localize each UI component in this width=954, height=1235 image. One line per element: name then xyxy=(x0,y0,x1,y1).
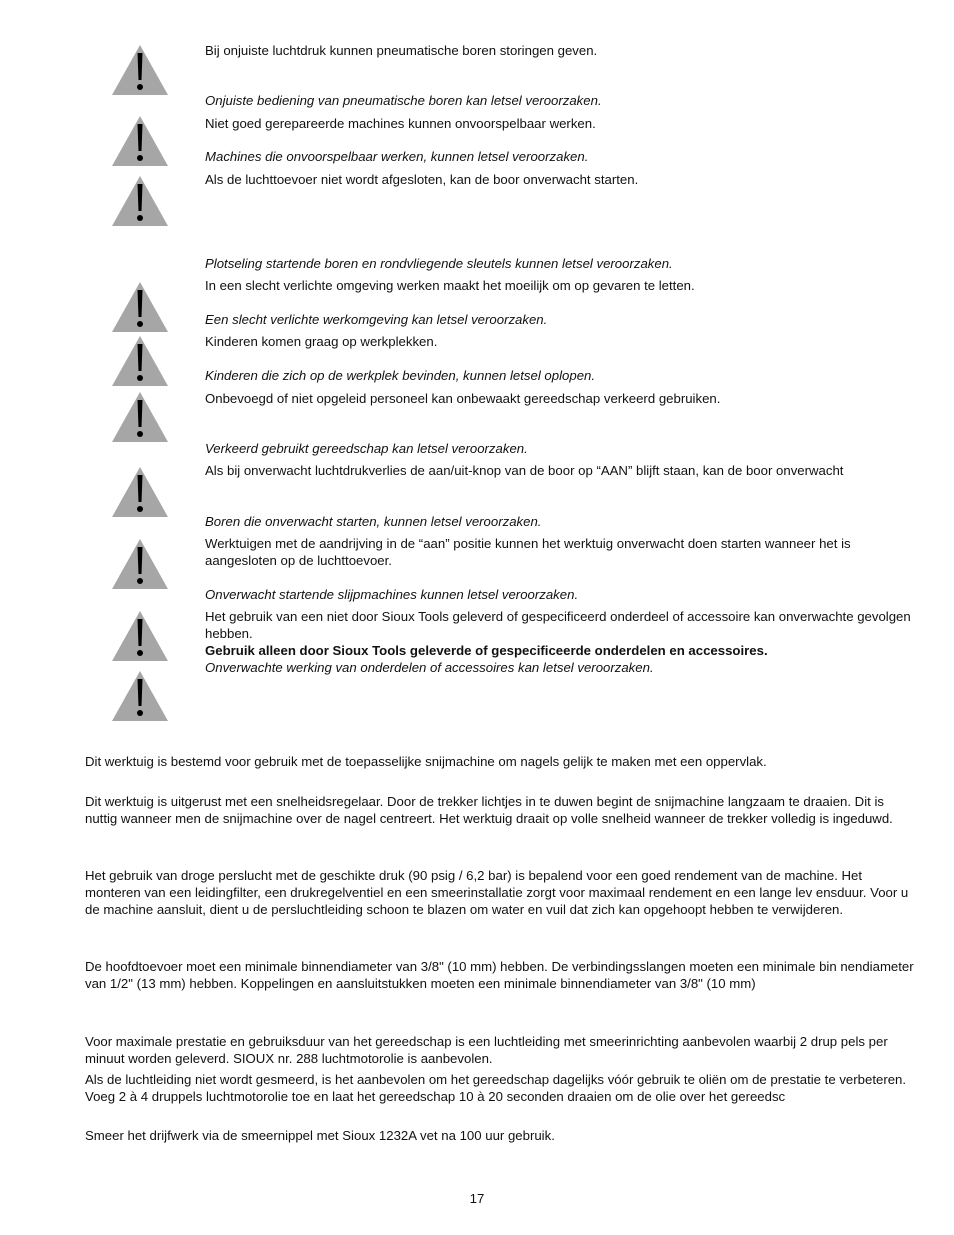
warning-consequence-text: Onverwacht startende slijpmachines kunnen letsel veroorzaken. xyxy=(205,587,579,602)
warning-consequence-text: Onverwachte werking van onderdelen of accessoires kan letsel veroorzaken. xyxy=(205,660,654,675)
warning-consequence-text: Plotseling startende boren en rondvliegende sleutels kunnen letsel veroorzaken. xyxy=(205,256,673,271)
warning-hazard-text: Onbevoegd of niet opgeleid personeel kan onbewaakt gereedschap verkeerd gebruiken. xyxy=(205,391,721,406)
warning-instruction-text: Gebruik alleen door Sioux Tools geleverde of gespecificeerde onderdelen en accessoires. xyxy=(205,643,768,658)
manual-oiling-paragraph: Als de luchtleiding niet wordt gesmeerd, is het aanbevolen om het gereedschap dagelijks vóór gebruik te oliën om de prestatie te verbeteren. Voeg 2 à 4 druppels luchtmotorolie toe en laat het gereedschap 10 à 20 seconden draaien om de olie over het gereedsc xyxy=(85,1072,907,1104)
warning-hazard-text: Het gebruik van een niet door Sioux Tools geleverd of gespecificeerd onderdeel of accessoire kan onverwachte gevolgen hebben. xyxy=(205,609,911,641)
speed-regulator-paragraph: Dit werktuig is uitgerust met een snelheidsregelaar. Door de trekker lichtjes in te duwen begint de snijmachine langzaam te draaien. Dit is nuttig wanneer men de snijmachine over de nagel centreert. Het werktuig draait op volle snelheid wanneer de trekker volledig is ingeduwd. xyxy=(85,794,893,826)
warning-triangle-icon xyxy=(111,466,169,518)
warning-hazard-text: In een slecht verlichte omgeving werken maakt het moeilijk om op gevaren te letten. xyxy=(205,278,695,293)
warning-hazard-text: Bij onjuiste luchtdruk kunnen pneumatische boren storingen geven. xyxy=(205,43,598,58)
warning-hazard-text: Niet goed gerepareerde machines kunnen onvoorspelbaar werken. xyxy=(205,116,596,131)
warning-hazard-text: Kinderen komen graag op werkplekken. xyxy=(205,334,438,349)
warning-consequence-text: Boren die onverwacht starten, kunnen letsel veroorzaken. xyxy=(205,514,542,529)
lubrication-paragraph: Voor maximale prestatie en gebruiksduur van het gereedschap is een luchtleiding met smeerinrichting aanbevolen waarbij 2 drup pels per minuut worden geleverd. SIOUX nr. 288 luchtmotorolie is aanbevolen. xyxy=(85,1034,888,1066)
intended-use-paragraph: Dit werktuig is bestemd voor gebruik met de toepasselijke snijmachine om nagels gelijk te maken met een oppervlak. xyxy=(85,754,767,769)
warning-consequence-text: Verkeerd gebruikt gereedschap kan letsel veroorzaken. xyxy=(205,441,528,456)
warning-triangle-icon xyxy=(111,391,169,443)
warning-triangle-icon xyxy=(111,115,169,167)
warning-triangle-icon xyxy=(111,44,169,96)
warning-hazard-text: Als bij onverwacht luchtdrukverlies de aan/uit-knop van de boor op “AAN” blijft staan, kan de boor onverwacht xyxy=(205,463,844,478)
hose-diameter-paragraph: De hoofdtoevoer moet een minimale binnendiameter van 3/8" (10 mm) hebben. De verbindingsslangen moeten een minimale bin nendiameter van 1/2" (13 mm) hebben. Koppelingen en aansluitstukken moeten een minimale binnendiameter van 3/8" (10 mm) xyxy=(85,959,914,991)
warning-hazard-text: Als de luchttoevoer niet wordt afgesloten, kan de boor onverwacht starten. xyxy=(205,172,639,187)
warning-triangle-icon xyxy=(111,335,169,387)
warning-triangle-icon xyxy=(111,281,169,333)
warning-triangle-icon xyxy=(111,538,169,590)
warning-hazard-text: Werktuigen met de aandrijving in de “aan” positie kunnen het werktuig onverwacht doen starten wanneer het is aangesloten op de luchttoevoer. xyxy=(205,536,851,568)
page-number: 17 xyxy=(469,1191,485,1206)
warning-triangle-icon xyxy=(111,175,169,227)
warning-consequence-text: Machines die onvoorspelbaar werken, kunnen letsel veroorzaken. xyxy=(205,149,589,164)
warning-triangle-icon xyxy=(111,670,169,722)
warning-consequence-text: Een slecht verlichte werkomgeving kan letsel veroorzaken. xyxy=(205,312,548,327)
gear-grease-paragraph: Smeer het drijfwerk via de smeernippel met Sioux 1232A vet na 100 uur gebruik. xyxy=(85,1128,555,1143)
warning-triangle-icon xyxy=(111,610,169,662)
warning-consequence-text: Kinderen die zich op de werkplek bevinden, kunnen letsel oplopen. xyxy=(205,368,596,383)
air-supply-paragraph: Het gebruik van droge perslucht met de geschikte druk (90 psig / 6,2 bar) is bepalend voor een goed rendement van de machine. Het monteren van een leidingfilter, een drukregelventiel en een smeerinstallatie zorgt voor maximaal rendement en een lange lev ensduur. Voor u de machine aansluit, dient u de persluchtleiding schoon te blazen om water en vuil dat zich kan opgehoopt hebben te verwijderen. xyxy=(85,868,909,917)
warning-consequence-text: Onjuiste bediening van pneumatische boren kan letsel veroorzaken. xyxy=(205,93,602,108)
